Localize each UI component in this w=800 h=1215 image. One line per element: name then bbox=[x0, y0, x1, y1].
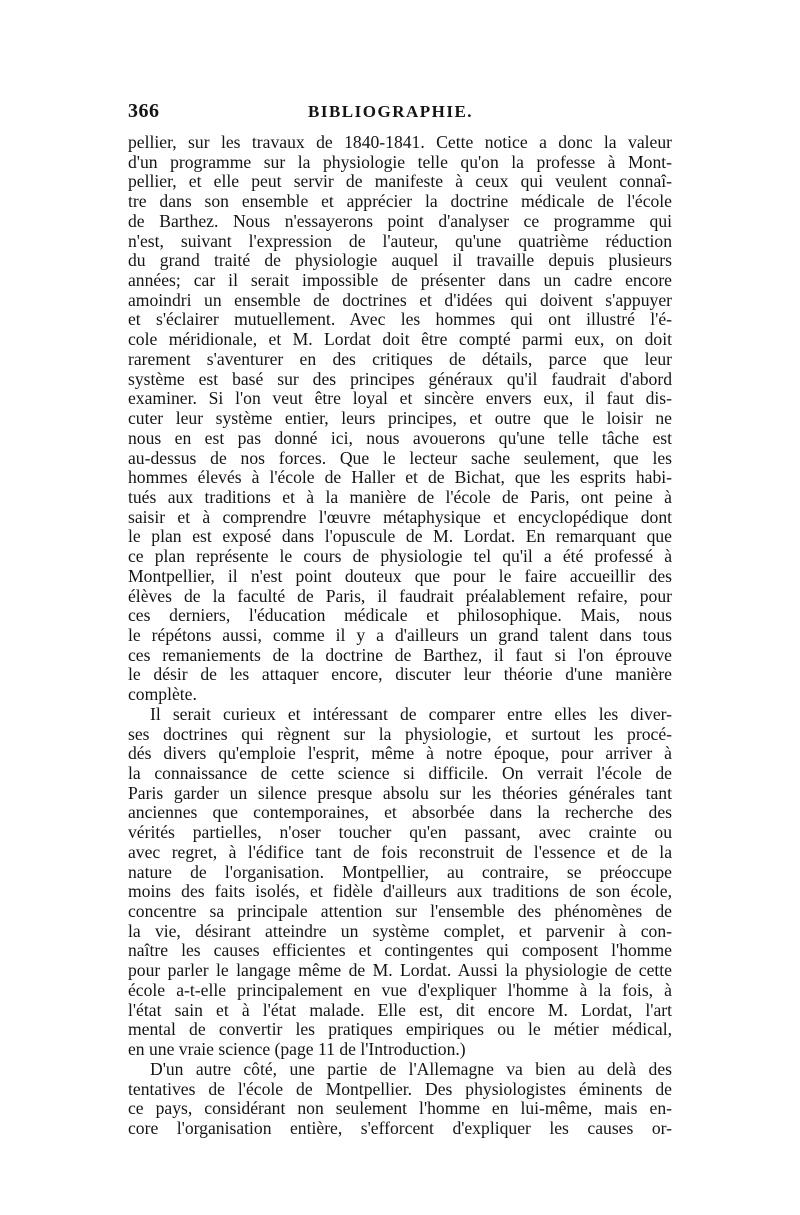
text-line: Montpellier, il n'est point douteux que pour le faire accueillir des bbox=[128, 566, 672, 586]
text-line: la vie, désirant atteindre un système complet, et parvenir à con- bbox=[128, 921, 672, 941]
text-line: rarement s'aventurer en des critiques de détails, parce que leur bbox=[128, 349, 672, 369]
text-line: hommes élevés à l'école de Haller et de Bichat, que les esprits habi- bbox=[128, 468, 672, 488]
text-line: concentre sa principale attention sur l'ensemble des phénomènes de bbox=[128, 902, 672, 922]
text-line: saisir et à comprendre l'œuvre métaphysique et encyclopédique dont bbox=[128, 507, 672, 527]
text-line: ce plan représente le cours de physiologie tel qu'il a été professé à bbox=[128, 547, 672, 567]
text-line: pellier, sur les travaux de 1840-1841. Cette notice a donc la valeur bbox=[128, 133, 672, 152]
text-line: Il serait curieux et intéressant de comparer entre elles les diver- bbox=[150, 704, 672, 724]
text-line: vérités partielles, n'oser toucher qu'en passant, avec crainte ou bbox=[128, 823, 672, 843]
text-line: le répétons aussi, comme il y a d'ailleurs un grand talent dans tous bbox=[128, 625, 672, 645]
text-line: ses doctrines qui règnent sur la physiologie, et surtout les procé- bbox=[128, 724, 672, 744]
text-line: examiner. Si l'on veut être loyal et sincère envers eux, il faut dis- bbox=[128, 389, 672, 409]
text-line: amoindri un ensemble de doctrines et d'idées qui doivent s'appuyer bbox=[128, 290, 672, 310]
text-line: tentatives de l'école de Montpellier. Des physiologistes éminents de bbox=[128, 1079, 672, 1099]
text-line: pellier, et elle peut servir de manifeste à ceux qui veulent connaî- bbox=[128, 172, 672, 192]
page-number: 366 bbox=[128, 100, 160, 122]
text-line: années; car il serait impossible de présenter dans un cadre encore bbox=[128, 271, 672, 291]
text-line: la connaissance de cette science si difficile. On verrait l'école de bbox=[128, 764, 672, 783]
text-line: cole méridionale, et M. Lordat doit être compté parmi eux, on doit bbox=[128, 330, 672, 350]
text-line: élèves de la faculté de Paris, il faudrait préalablement refaire, pour bbox=[128, 586, 672, 606]
text-line: le plan est exposé dans l'opuscule de M. Lordat. En remarquant que bbox=[128, 527, 672, 547]
text-line: moins des faits isolés, et fidèle d'ailleurs aux traditions de son école, bbox=[128, 882, 672, 902]
text-line: dés divers qu'emploie l'esprit, même à notre époque, pour arriver à bbox=[128, 744, 672, 764]
text-line: nature de l'organisation. Montpellier, au contraire, se préoccupe bbox=[128, 862, 672, 882]
text-line: l'état sain et à l'état malade. Elle est, dit encore M. Lordat, l'art bbox=[128, 1000, 672, 1020]
text-line: n'est, suivant l'expression de l'auteur, qu'une quatrième réduction bbox=[128, 231, 672, 251]
text-line: système est basé sur des principes généraux qu'il faudrait d'abord bbox=[128, 369, 672, 389]
text-line: complète. bbox=[128, 685, 197, 705]
text-line: ces derniers, l'éducation médicale et philosophique. Mais, nous bbox=[128, 606, 672, 626]
text-line: ce pays, considérant non seulement l'homme en lui-même, mais en- bbox=[128, 1099, 672, 1119]
text-line: au-dessus de nos forces. Que le lecteur sache seulement, que les bbox=[128, 448, 672, 468]
text-line: du grand traité de physiologie auquel il travaille depuis plusieurs bbox=[128, 251, 672, 271]
text-line: D'un autre côté, une partie de l'Allemagne va bien au delà des bbox=[150, 1059, 672, 1079]
text-line: et s'éclairer mutuellement. Avec les hommes qui ont illustré l'é- bbox=[128, 310, 672, 330]
text-line: avec regret, à l'édifice tant de fois reconstruit de l'essence et de la bbox=[128, 842, 672, 862]
text-line: Paris garder un silence presque absolu sur les théories générales tant bbox=[128, 783, 672, 803]
text-line: ces remaniements de la doctrine de Barthez, il faut si l'on éprouve bbox=[128, 645, 672, 665]
text-line: anciennes que contemporaines, et absorbée dans la recherche des bbox=[128, 803, 672, 823]
text-line: en une vraie science (page 11 de l'Introduction.) bbox=[128, 1040, 466, 1060]
text-line: de Barthez. Nous n'essayerons point d'analyser ce programme qui bbox=[128, 211, 672, 231]
text-line: tre dans son ensemble et apprécier la doctrine médicale de l'école bbox=[128, 192, 672, 212]
text-line: naître les causes efficientes et contingentes qui composent l'homme bbox=[128, 941, 672, 961]
text-line: nous en est pas donné ici, nous avouerons qu'une telle tâche est bbox=[128, 428, 672, 448]
text-line: mental de convertir les pratiques empiriques ou le métier médical, bbox=[128, 1020, 672, 1040]
text-line: école a-t-elle principalement en vue d'expliquer l'homme à la fois, à bbox=[128, 980, 672, 1000]
text-line: pour parler le langage même de M. Lordat. Aussi la physiologie de cette bbox=[128, 961, 672, 981]
text-line: le désir de les attaquer encore, discuter leur théorie d'une manière bbox=[128, 665, 672, 685]
text-line: core l'organisation entière, s'efforcent d'expliquer les causes or- bbox=[128, 1118, 672, 1138]
text-line: d'un programme sur la physiologie telle qu'on la professe à Mont- bbox=[128, 152, 672, 172]
body-text bbox=[128, 133, 672, 1139]
running-head: BIBLIOGRAPHIE. bbox=[308, 102, 474, 121]
page-header bbox=[128, 100, 672, 130]
text-line: cuter leur système entier, leurs principes, et outre que le loisir ne bbox=[128, 409, 672, 429]
text-line: tués aux traditions et à la manière de l'école de Paris, ont peine à bbox=[128, 487, 672, 507]
